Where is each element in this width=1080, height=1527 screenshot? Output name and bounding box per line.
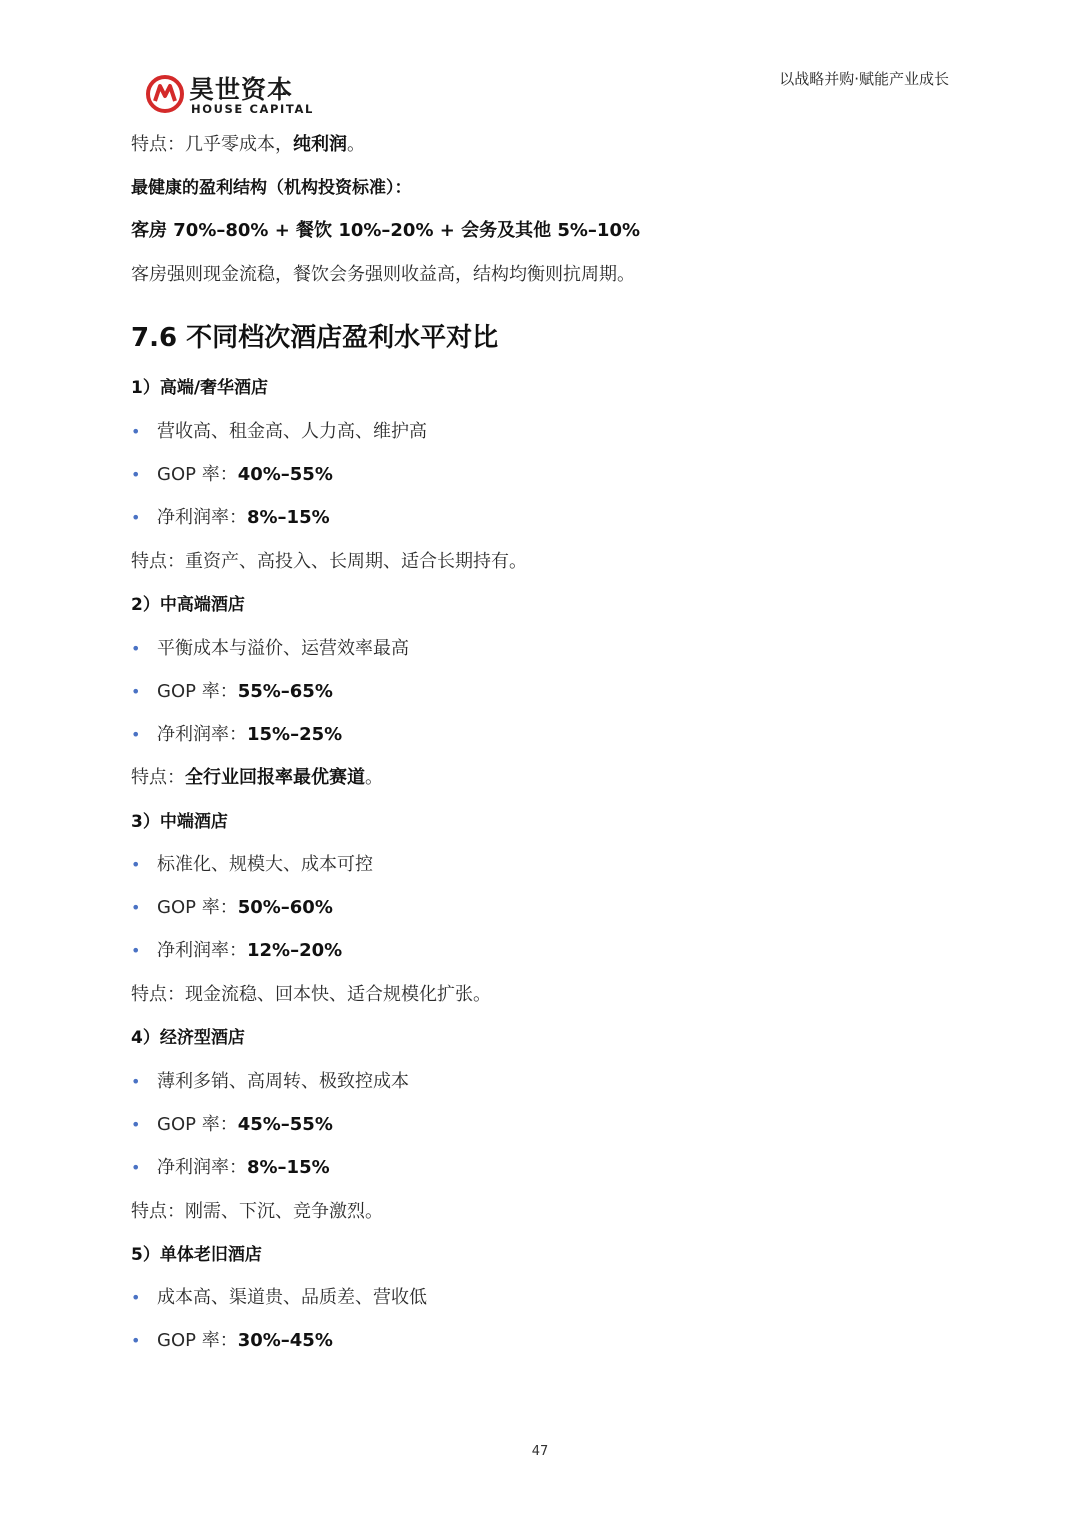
tier-feature bbox=[131, 549, 527, 575]
list-item-value: 12%–20% bbox=[247, 940, 343, 961]
bullet-dot-icon: • bbox=[131, 725, 141, 744]
list-item-label: GOP 率： bbox=[157, 464, 238, 485]
list-item-label: GOP 率： bbox=[157, 897, 238, 918]
list-item-label: 薄利多销、高周转、极致控成本 bbox=[157, 1071, 409, 1092]
header-slogan: 以战略并购·赋能产业成长 bbox=[779, 70, 949, 88]
bullet-dot-icon: • bbox=[131, 1158, 141, 1177]
bullet-dot-icon: • bbox=[131, 682, 141, 701]
tier-feature-prefix: 特点：刚需、下沉、竞争激烈。 bbox=[131, 1201, 383, 1222]
tier-heading: 5）单体老旧酒店 bbox=[131, 1245, 262, 1265]
logo-chinese-name: 昊世资本 bbox=[189, 75, 294, 104]
bullet-dot-icon: • bbox=[131, 508, 141, 527]
healthy-structure-note: 客房强则现金流稳，餐饮会务强则收益高，结构均衡则抗周期。 bbox=[131, 264, 635, 285]
intro-feature-suffix: 。 bbox=[347, 134, 365, 155]
tier-feature-prefix: 特点：现金流稳、回本快、适合规模化扩张。 bbox=[131, 984, 491, 1005]
list-item-label: 成本高、渠道贵、品质差、营收低 bbox=[157, 1287, 427, 1308]
intro-feature-bold: 纯利润 bbox=[293, 134, 347, 155]
list-item-value: 50%–60% bbox=[237, 897, 333, 918]
bullet-dot-icon: • bbox=[131, 1331, 141, 1350]
company-logo bbox=[145, 70, 325, 118]
list-item-value: 8%–15% bbox=[247, 507, 330, 528]
tier-heading: 2）中高端酒店 bbox=[131, 595, 245, 615]
list-item-label: 净利润率： bbox=[157, 724, 247, 745]
tier-feature-bold: 全行业回报率最优赛道 bbox=[185, 767, 365, 788]
bullet-dot-icon: • bbox=[131, 422, 141, 441]
healthy-structure-title: 最健康的盈利结构（机构投资标准）： bbox=[131, 178, 412, 198]
bullet-dot-icon: • bbox=[131, 1115, 141, 1134]
list-item-value: 15%–25% bbox=[247, 724, 343, 745]
tier-heading: 1）高端/奢华酒店 bbox=[131, 378, 269, 398]
list-item-label: 营收高、租金高、人力高、维护高 bbox=[157, 421, 427, 442]
list-item-value: 30%–45% bbox=[237, 1330, 333, 1351]
list-item-label: GOP 率： bbox=[157, 1114, 238, 1135]
list-item-value: 40%–55% bbox=[237, 464, 333, 485]
intro-feature-line bbox=[131, 132, 365, 158]
bullet-dot-icon: • bbox=[131, 1072, 141, 1091]
tier-feature-prefix: 特点： bbox=[131, 767, 185, 788]
tier-heading: 4）经济型酒店 bbox=[131, 1028, 245, 1048]
list-item-label: 净利润率： bbox=[157, 940, 247, 961]
list-item-label: 净利润率： bbox=[157, 507, 247, 528]
bullet-dot-icon: • bbox=[131, 898, 141, 917]
tier-feature-prefix: 特点：重资产、高投入、长周期、适合长期持有。 bbox=[131, 551, 527, 572]
tier-heading: 3）中端酒店 bbox=[131, 812, 228, 832]
list-item-value: 8%–15% bbox=[247, 1157, 330, 1178]
list-item-label: 平衡成本与溢价、运营效率最高 bbox=[157, 638, 409, 659]
list-item-label: 标准化、规模大、成本可控 bbox=[157, 854, 373, 875]
healthy-structure-formula: 客房 70%–80% + 餐饮 10%–20% + 会务及其他 5%–10% bbox=[131, 220, 641, 241]
tier-feature bbox=[131, 765, 383, 791]
bullet-dot-icon: • bbox=[131, 465, 141, 484]
intro-feature-prefix: 特点：几乎零成本， bbox=[131, 134, 293, 155]
page-number: 47 bbox=[531, 1444, 549, 1459]
tier-feature bbox=[131, 982, 491, 1008]
tier-feature bbox=[131, 1199, 383, 1225]
bullet-dot-icon: • bbox=[131, 941, 141, 960]
bullet-dot-icon: • bbox=[131, 855, 141, 874]
list-item-label: 净利润率： bbox=[157, 1157, 247, 1178]
list-item-label: GOP 率： bbox=[157, 681, 238, 702]
page-header bbox=[0, 0, 1080, 125]
list-item-label: GOP 率： bbox=[157, 1330, 238, 1351]
logo-english-name: HOUSE CAPITAL bbox=[191, 102, 314, 116]
list-item-value: 55%–65% bbox=[237, 681, 333, 702]
section-title: 7.6 不同档次酒店盈利水平对比 bbox=[131, 323, 499, 353]
tier-feature-suffix: 。 bbox=[365, 767, 383, 788]
bullet-dot-icon: • bbox=[131, 1288, 141, 1307]
bullet-dot-icon: • bbox=[131, 639, 141, 658]
list-item-value: 45%–55% bbox=[237, 1114, 333, 1135]
house-capital-logo-icon bbox=[145, 74, 185, 114]
